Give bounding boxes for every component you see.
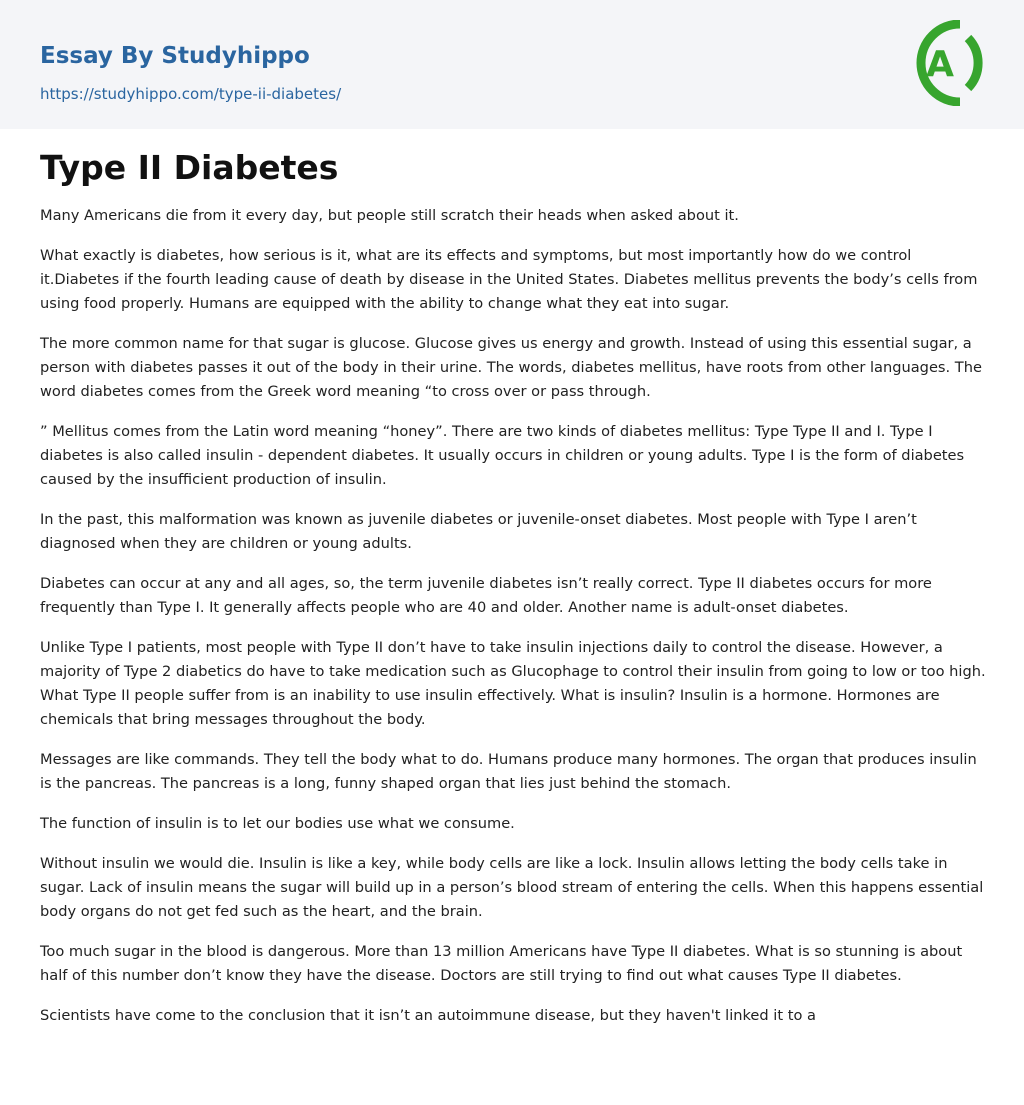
essay-paragraph: ” Mellitus comes from the Latin word meaning “honey”. There are two kinds of diabetes mellitus: Type Type II and I. Type I diabetes is also called insulin - dependent diabetes. It usually occurs in children or young adults. Type I is the form of diabetes caused by the insufficient production of insulin. — [40, 423, 965, 488]
essay-paragraph: What exactly is diabetes, how serious is it, what are its effects and symptoms, but most importantly how do we control it.Diabetes if the fourth leading cause of death by disease in the United States. Diabetes mellitus prevents the body’s cells from using food properly. Humans are equipped with the ability to change what they eat into sugar. — [40, 247, 978, 312]
essay-paragraph: The function of insulin is to let our bodies use what we consume. — [40, 815, 515, 832]
studyhippo-logo-icon[interactable] — [914, 20, 986, 106]
essay-paragraph: Messages are like commands. They tell the body what to do. Humans produce many hormones. The organ that produces insulin is the pancreas. The pancreas is a long, funny shaped organ that lies just behind the stomach. — [40, 751, 977, 792]
essay-paragraph: In the past, this malformation was known as juvenile diabetes or juvenile-onset diabetes. Most people with Type I aren’t diagnosed when they are children or young adults. — [40, 511, 917, 552]
logo-letter: A — [926, 44, 954, 85]
essay-paragraph: Diabetes can occur at any and all ages, so, the term juvenile diabetes isn’t really correct. Type II diabetes occurs for more frequently than Type I. It generally affects people who are 40 and older. Another name is adult-onset diabetes. — [40, 575, 932, 616]
essay-paragraph: Many Americans die from it every day, but people still scratch their heads when asked about it. — [40, 207, 739, 224]
essay-paragraph: Unlike Type I patients, most people with Type II don’t have to take insulin injections daily to control the disease. However, a majority of Type 2 diabetics do have to take medication such as Glucophage to control their insulin from going to low or too high. What Type II people suffer from is an inability to use insulin effectively. What is insulin? Insulin is a hormone. Hormones are chemicals that bring messages throughout the body. — [40, 639, 986, 728]
essay-title: Type II Diabetes — [40, 148, 339, 187]
essay-paragraph: Too much sugar in the blood is dangerous. More than 13 million Americans have Type II diabetes. What is so stunning is about half of this number don’t know they have the disease. Doctors are still trying to find out what causes Type II diabetes. — [40, 943, 963, 984]
brand-title: Essay By Studyhippo — [40, 43, 310, 69]
essay-paragraph: Without insulin we would die. Insulin is like a key, while body cells are like a lock. Insulin allows letting the body cells take in sugar. Lack of insulin means the sugar will build up in a person’s blood stream of entering the cells. When this happens essential body organs do not get fed such as the heart, and the brain. — [40, 855, 984, 920]
site-header — [0, 0, 1024, 129]
essay-paragraph: Scientists have come to the conclusion that it isn’t an autoimmune disease, but they haven't linked it to a — [40, 1007, 816, 1024]
essay-content — [40, 146, 988, 1044]
essay-paragraph: The more common name for that sugar is glucose. Glucose gives us energy and growth. Instead of using this essential sugar, a person with diabetes passes it out of the body in their urine. The words, diabetes mellitus, have roots from other languages. The word diabetes comes from the Greek word meaning “to cross over or pass through. — [40, 335, 982, 400]
essay-url-link[interactable]: https://studyhippo.com/type-ii-diabetes/ — [40, 85, 342, 103]
